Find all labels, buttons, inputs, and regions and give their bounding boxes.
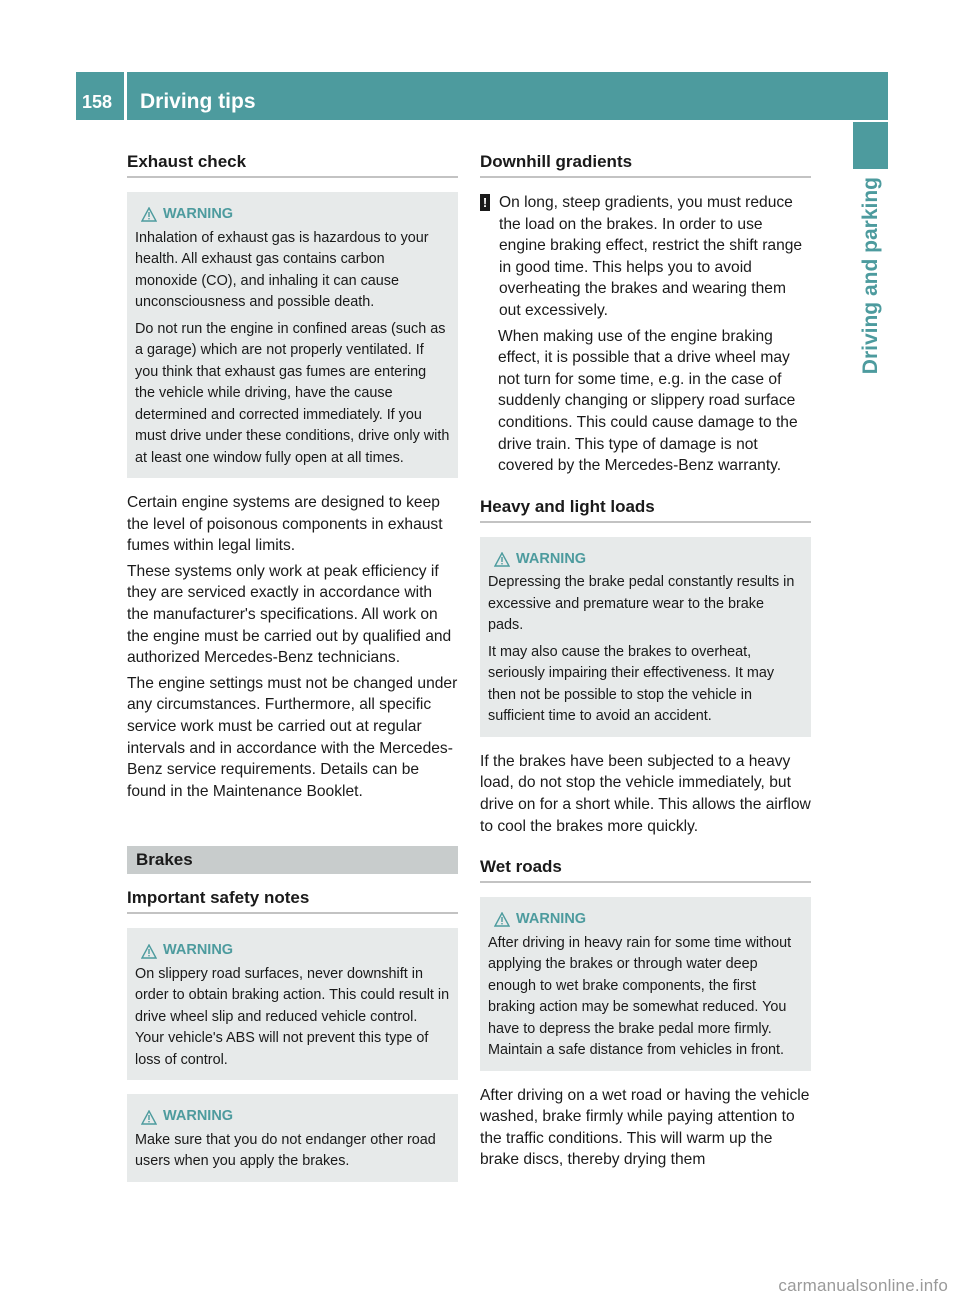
side-section-text: Driving and parking — [859, 177, 882, 375]
watermark: carmanualsonline.info — [778, 1276, 948, 1295]
body-paragraph: After driving on a wet road or having the vehicle washed, brake firmly while paying attention to the traffic conditions. This will warm up the brake discs, thereby drying them — [480, 1086, 810, 1169]
warning-text: Do not run the engine in confined areas (such as a garage) which are not properly ventilated. If you think that exhaust gas fumes are entering the vehicle while driving, have the cause determined and corrected immediately. If you must drive under these conditions, drive only with at least one window fully open at all times. — [135, 320, 450, 466]
section-band-brakes: Brakes — [127, 846, 458, 874]
side-section-label — [856, 177, 886, 737]
warning-header — [494, 909, 803, 931]
side-tab-marker — [853, 122, 888, 169]
warning-label: WARNING — [163, 1108, 234, 1125]
warning-text: After driving in heavy rain for some time without applying the brakes or through water deep enough to wet brake components, the first braking action may be somewhat reduced. You have to depress the brake pedal more firmly. Maintain a safe distance from vehicles in front. — [488, 934, 792, 1059]
warning-text: Make sure that you do not endanger other road users when you apply the brakes. — [135, 1131, 436, 1170]
warning-triangle-icon — [141, 944, 157, 959]
heading-loads: Heavy and light loads — [480, 497, 811, 523]
body-paragraph: The engine settings must not be changed under any circumstances. Furthermore, all specific service work must be carried out at regular intervals and in accordance with the Mercedes-Benz service requirements. Details can be found in the Maintenance Booklet. — [127, 674, 458, 800]
right-column — [480, 150, 811, 1175]
notice-text: When making use of the engine braking effect, it is possible that a drive wheel may not turn for some time, e.g. in the case of suddenly changing or slippery road surface conditions. This could cause damage to the drive train. This type of damage is not covered by the Mercedes-Benz warranty. — [498, 327, 798, 475]
warning-triangle-icon — [494, 912, 510, 927]
notice-box — [480, 192, 811, 477]
warning-header — [141, 1106, 450, 1128]
warning-label: WARNING — [516, 911, 587, 928]
warning-box-exhaust — [127, 192, 458, 478]
warning-box-downshift — [127, 928, 458, 1080]
notice-text: On long, steep gradients, you must reduce the load on the brakes. In order to use engine braking effect, restrict the shift range in good time. This helps you to avoid overheating the brakes and wearing them out excessively. — [499, 194, 803, 319]
warning-text: Depressing the brake pedal constantly results in excessive and premature wear to the brake pads. — [488, 574, 795, 634]
warning-text: It may also cause the brakes to overheat, seriously impairing their effectiveness. It may then not be possible to stop the vehicle in sufficient time to avoid an accident. — [488, 643, 775, 725]
warning-triangle-icon — [141, 207, 157, 222]
exclamation-icon: ! — [480, 194, 490, 211]
warning-box-wet — [480, 897, 811, 1071]
warning-label: WARNING — [163, 206, 234, 222]
warning-label: WARNING — [516, 550, 587, 567]
warning-header — [494, 549, 803, 571]
warning-header — [141, 940, 450, 962]
warning-box-endanger — [127, 1094, 458, 1182]
heading-exhaust-check: Exhaust check — [127, 152, 458, 178]
warning-label: WARNING — [163, 942, 234, 959]
body-paragraph: If the brakes have been subjected to a heavy load, do not stop the vehicle immediately, but drive on for a short while. This allows the airflow to cool the brakes more quickly. — [480, 752, 811, 835]
heading-wet-roads: Wet roads — [480, 857, 811, 883]
warning-box-brake-pedal — [480, 537, 811, 737]
page-number: 158 — [76, 72, 124, 120]
chapter-title: Driving tips — [127, 72, 888, 120]
left-column — [127, 150, 458, 1196]
body-paragraph: These systems only work at peak efficiency if they are serviced exactly in accordance with the manufacturer's specifications. All work on the engine must be carried out by qualified and authorized Mercedes-Benz technicians. — [127, 562, 452, 667]
warning-header — [141, 204, 450, 226]
heading-downhill: Downhill gradients — [480, 152, 811, 178]
heading-safety-notes: Important safety notes — [127, 888, 458, 914]
warning-triangle-icon — [494, 552, 510, 567]
body-paragraph: Certain engine systems are designed to keep the level of poisonous components in exhaust fumes within legal limits. — [127, 494, 443, 555]
warning-text: Inhalation of exhaust gas is hazardous to your health. All exhaust gas contains carbon monoxide (CO), and inhaling it can cause unconsciousness and possible death. — [135, 229, 429, 310]
warning-triangle-icon — [141, 1110, 157, 1125]
warning-text: On slippery road surfaces, never downshift in order to obtain braking action. This could result in drive wheel slip and reduced vehicle control. Your vehicle's ABS will not prevent this type of loss of control. — [135, 965, 450, 1068]
